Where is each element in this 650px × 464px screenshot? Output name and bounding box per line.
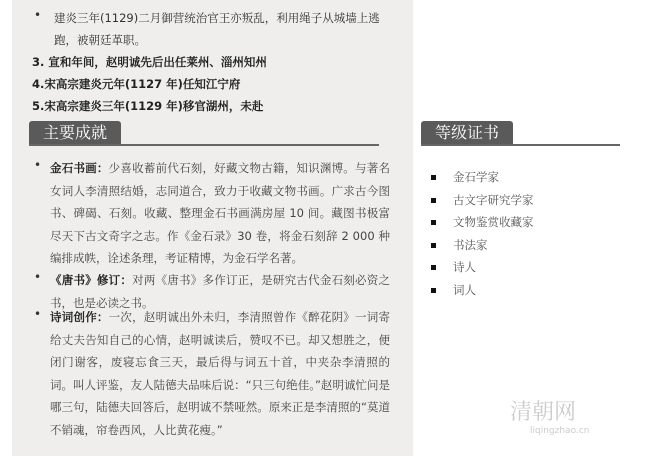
bullet: •: [34, 158, 42, 172]
bullet: •: [34, 307, 42, 321]
bullet: •: [34, 270, 42, 284]
watermark-url: liqingzhao.cn: [530, 426, 590, 436]
career-item: 5.宋高宗建炎三年(1129 年)移官湖州，未赴: [32, 99, 264, 113]
list-item: 诗人: [429, 256, 534, 279]
list-item: 金石学家: [429, 166, 534, 189]
watermark-logo: [510, 395, 589, 436]
achievement-text: 对两《唐书》多作订正，是研究古代金石刻必资之书，也是必读之书。: [50, 273, 390, 310]
list-item: 文物鉴赏收藏家: [429, 211, 534, 234]
career-item: 4.宋高宗建炎元年(1127 年)任知江宁府: [32, 77, 241, 91]
achievement-label: 诗词创作：: [50, 310, 109, 324]
achievement-label: 金石书画：: [50, 161, 109, 175]
list-item: 书法家: [429, 234, 534, 257]
career-bullet-line2: 跑，被朝廷革职。: [54, 33, 146, 47]
section-divider: [421, 144, 620, 146]
achievement-label: 《唐书》修订：: [50, 273, 133, 287]
section-title-certificates: 等级证书: [421, 121, 513, 145]
achievement-text: 一次，赵明诚出外未归，李清照曾作《醉花阴》一词寄给丈夫告知自己的心情，赵明诚读后，赞叹不已。却又想胜之，便闭门谢客，废寝忘食三天，最后得与词五十首，中夹杂李清照的词。叫人评鉴，友人陆德夫品味后说：“只三句绝佳。”赵明诚忙问是哪三句，陆德夫回答后，赵明诚不禁哑然。原来正是李清照的“莫道不销魂，帘卷西风，人比黄花瘦。”: [50, 310, 391, 437]
section-divider: [29, 144, 379, 146]
career-bullet-line1: 建炎三年(1129)二月御营统治官王亦叛乱，利用绳子从城墙上逃: [54, 11, 380, 25]
certificate-list: [429, 166, 534, 301]
career-item: 3. 宣和年间，赵明诚先后出任莱州、淄州知州: [32, 55, 267, 69]
bullet: •: [34, 8, 42, 22]
achievement-item: [50, 157, 390, 270]
achievement-text: 少喜收蓄前代石刻，好藏文物古籍，知识渊博。与著名女词人李清照结婚，志同道合，致力于收藏文物书画。广求古今图书、碑碣、石刻。收藏、整理金石书画满房屋 10 间。藏图书极富尽天下古文奇字之志。作《金石录》30 卷，将金石刻辞 2 000 种编排成帙，诠述条理，考证精博，为金石学名著。: [50, 161, 391, 265]
main-content-panel: [12, 0, 413, 456]
list-item: 词人: [429, 279, 534, 302]
section-title-achievements: 主要成就: [29, 121, 121, 145]
list-item: 古文字研究学家: [429, 189, 534, 212]
achievement-item: [50, 306, 390, 441]
watermark-text: 清朝网: [510, 400, 577, 425]
